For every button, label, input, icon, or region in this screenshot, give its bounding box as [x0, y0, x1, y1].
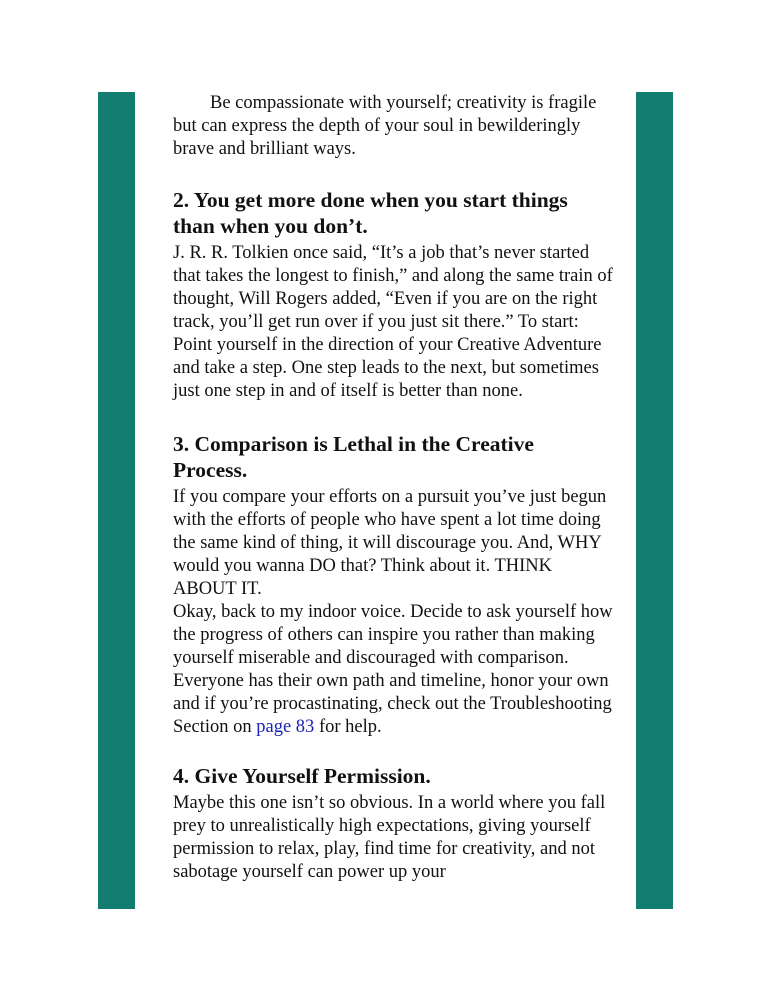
section-2-paragraph: J. R. R. Tolkien once said, “It’s a job that’s never started that takes the longest to finish,” and along the same train of thought, Will Rogers added, “Even if you are on the right track, you’ll get run over if you just sit there.” To start: Point yourself in the direction of your Creative Adventure and take a step. One step leads to the next, but sometimes just one step in and of itself is better than none. [173, 243, 613, 401]
section-3-paragraph-1: If you compare your efforts on a pursuit you’ve just begun with the efforts of people who have spent a lot time doing the same kind of thing, it will discourage you. And, WHY would you wanna DO that? Think about it. THINK ABOUT IT. [173, 487, 607, 599]
intro-paragraph: Be compassionate with yourself; creativity is fragile but can express the depth of your soul in bewilderingly brave and brilliant ways. [173, 93, 597, 159]
right-side-band [636, 92, 673, 909]
section-3-paragraph-2 [173, 601, 613, 739]
left-side-band [98, 92, 135, 909]
section-4-paragraph: Maybe this one isn’t so obvious. In a world where you fall prey to unrealistically high expectations, giving yourself permission to relax, play, find time for creativity, and not sabotage yourself can power up your [173, 793, 606, 882]
page-content [173, 92, 613, 884]
section-3-paragraph-2-tail: for help. [314, 717, 382, 737]
section-2-heading: 2. You get more done when you start things than when you don’t. [173, 188, 568, 238]
section-3-paragraph-2-text: Okay, back to my indoor voice. Decide to ask yourself how the progress of others can inspire you rather than making yourself miserable and discouraged with comparison. Everyone has their own path and timeline, honor your own and if you’re procastinating, check out the Troubleshooting Section on [173, 602, 613, 737]
section-4-heading: 4. Give Yourself Permission. [173, 764, 431, 788]
page-83-link[interactable]: page 83 [256, 717, 315, 737]
section-3-heading: 3. Comparison is Lethal in the Creative Process. [173, 432, 534, 482]
